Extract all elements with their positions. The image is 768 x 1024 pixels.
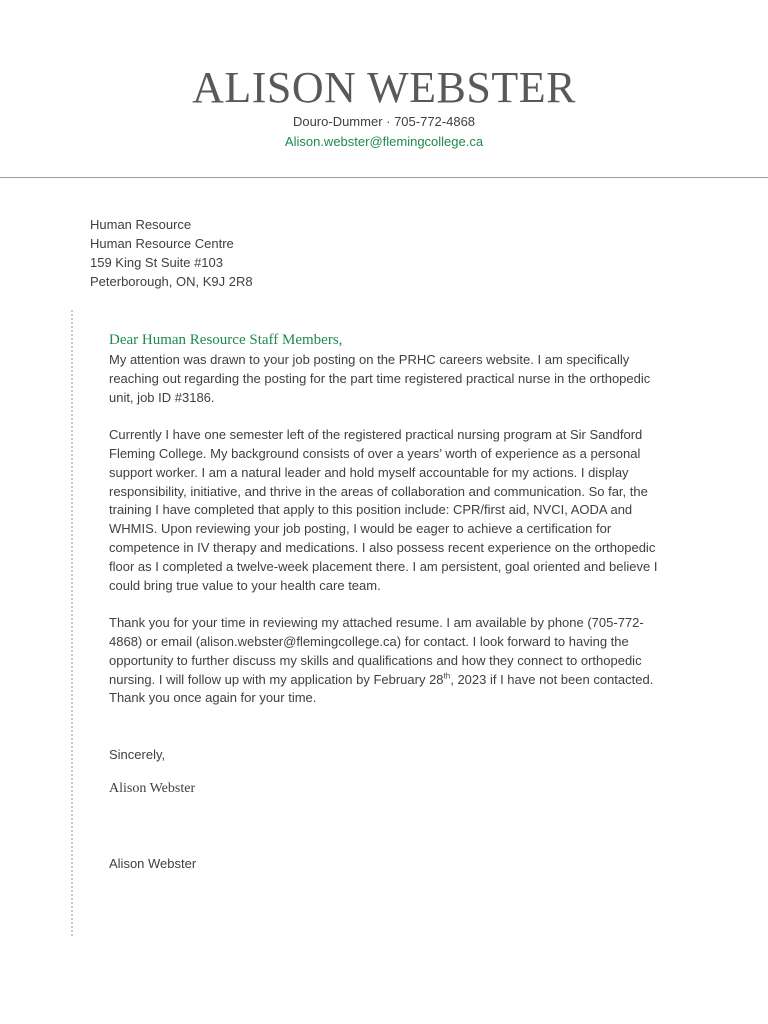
email-link[interactable]: Alison.webster@flemingcollege.ca (284, 134, 484, 149)
header-divider (0, 177, 768, 178)
address-line: Human Resource Centre (90, 236, 234, 251)
signature: Alison Webster (109, 780, 196, 796)
margin-marker (71, 310, 73, 936)
paragraph-3-text: Thank you for your time in reviewing my attached resume. I am available by phone (705-772-4868) or email (alison.webster@flemingcollege.ca) for contact. I look forward to having the opportunity to further discuss my skills and qualifications and how they connect to orthopedic nursing. I will follow up with my application by February 28 (109, 615, 644, 687)
address-line: Human Resource (90, 217, 192, 232)
ordinal-suffix: th (443, 671, 451, 681)
paragraph-3 (109, 614, 665, 708)
paragraph-2: Currently I have one semester left of the registered practical nursing program at Sir Sandford Fleming College. My background consists of over a years’ worth of experience as a personal support worker. I am a natural leader and hold myself accountable for my actions. I display responsibility, initiative, and thrive in the areas of collaboration and communication. So far, the training I have completed that apply to this position include: CPR/first aid, NVCI, AODA and WHMIS. Upon reviewing your job posting, I would be eager to achieve a certification for competence in IV therapy and medications. I also possess recent experience on the orthopedic floor as I completed a twelve-week placement there. I am persistent, goal oriented and believe I could bring true value to your health care team. (109, 427, 658, 593)
contact-line: Douro-Dummer · 705-772-4868 (292, 114, 476, 129)
salutation: Dear Human Resource Staff Members, (109, 332, 343, 348)
recipient-address (90, 215, 590, 291)
paragraph-3-text-end: , 2023 if I have not been contacted. Thank you once again for your time. (109, 671, 654, 706)
address-line: Peterborough, ON, K9J 2R8 (90, 274, 253, 289)
closing: Sincerely, (109, 747, 166, 763)
typed-name: Alison Webster (109, 855, 197, 871)
paragraph-1: My attention was drawn to your job posting on the PRHC careers website. I am specifically reaching out regarding the posting for the part time registered practical nurse in the orthopedic unit, job ID #3186. (109, 352, 651, 405)
letter-body (109, 329, 665, 874)
address-line: 159 King St Suite #103 (90, 255, 223, 270)
applicant-name: ALISON WEBSTER (192, 63, 576, 112)
